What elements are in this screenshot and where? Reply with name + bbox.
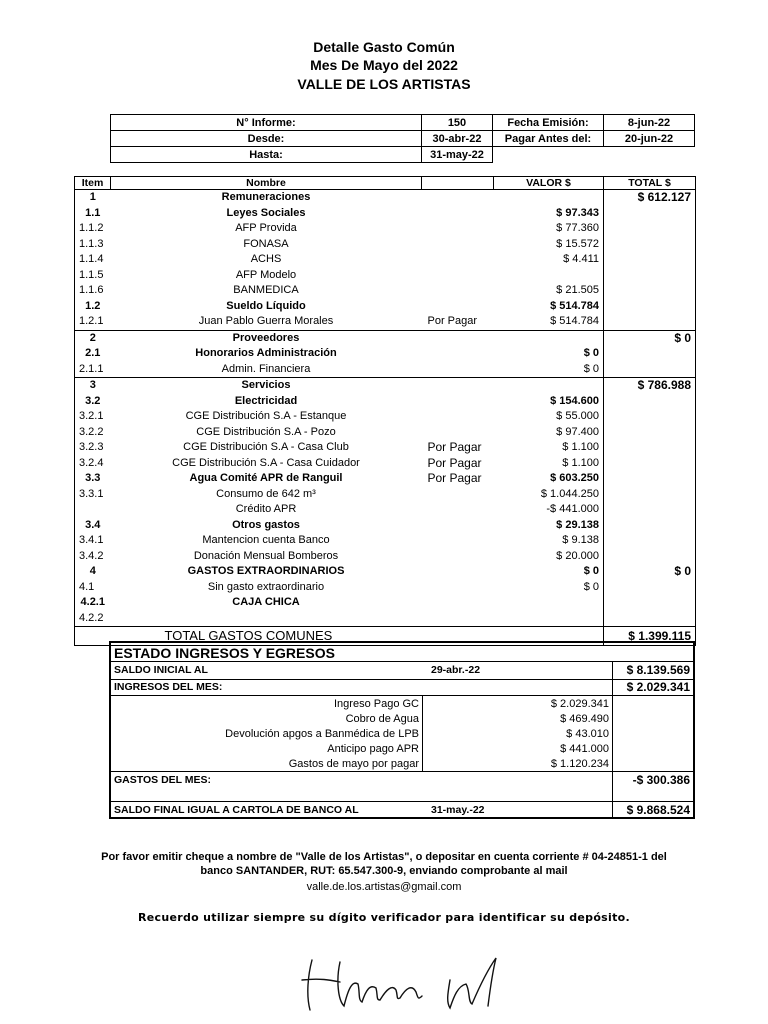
row-valor: $ 603.250 [494, 471, 604, 487]
table-row [75, 611, 696, 627]
ingreso-value: $ 43.010 [566, 728, 609, 740]
row-nombre: Remuneraciones [111, 190, 422, 206]
saldo-final-row [111, 803, 693, 818]
row-total [604, 471, 696, 487]
row-item: 3.4.1 [75, 533, 111, 549]
expenses-body [75, 190, 696, 627]
row-item: 3.3.1 [75, 487, 111, 503]
hasta-label: Hasta: [111, 147, 422, 163]
expenses-table [74, 176, 696, 646]
row-item: 3.2.3 [75, 440, 111, 456]
row-total [604, 502, 696, 518]
table-row [75, 190, 696, 206]
saldo-final-value: $ 9.868.524 [626, 803, 690, 817]
row-estado [422, 409, 494, 425]
community-name: VALLE DE LOS ARTISTAS [297, 76, 471, 92]
row-total: $ 612.127 [604, 190, 696, 206]
saldo-inicial-value: $ 8.139.569 [626, 663, 690, 677]
row-valor: $ 154.600 [494, 394, 604, 410]
row-item: 1.1.4 [75, 252, 111, 268]
row-valor: $ 0 [494, 346, 604, 362]
row-total [604, 299, 696, 315]
table-row [75, 314, 696, 330]
row-item: 4.1 [75, 580, 111, 596]
row-item: 1 [75, 190, 111, 206]
informe-value: 150 [422, 115, 493, 131]
row-estado [422, 299, 494, 315]
table-row [75, 206, 696, 222]
row-nombre: Admin. Financiera [221, 362, 311, 375]
row-valor: -$ 441.000 [494, 502, 604, 518]
gastos-label: GASTOS DEL MES: [114, 774, 212, 786]
row-total [604, 549, 696, 565]
table-row [75, 252, 696, 268]
row-item: 1.1.2 [75, 221, 111, 237]
pagar-antes-label: Pagar Antes del: [493, 131, 604, 147]
row-item: 3.3 [75, 471, 111, 487]
row-nombre: Servicios [111, 378, 422, 394]
row-nombre: AFP Provida [235, 222, 297, 235]
table-row [75, 518, 696, 534]
row-total: $ 0 [604, 330, 696, 346]
ingreso-label: Devolución apgos a Banmédica de LPB [225, 728, 419, 740]
row-total [604, 237, 696, 253]
row-estado: Por Pagar [427, 455, 482, 470]
row-item: 4.2.2 [75, 611, 111, 627]
fecha-emision-label: Fecha Emisión: [493, 115, 604, 131]
row-estado [422, 564, 494, 580]
table-row [75, 394, 696, 410]
total-gastos-label: TOTAL GASTOS COMUNES [111, 627, 494, 646]
header-total: TOTAL $ [604, 177, 696, 190]
table-row [75, 378, 696, 394]
row-nombre: BANMEDICA [233, 284, 299, 297]
row-nombre: Mantencion cuenta Banco [202, 534, 330, 547]
row-total [604, 487, 696, 503]
row-nombre: CGE Distribución S.A - Pozo [196, 425, 336, 438]
row-item: 3.2 [75, 394, 111, 410]
row-nombre: CGE Distribución S.A - Casa Club [183, 441, 349, 454]
row-nombre: ACHS [250, 253, 282, 266]
table-row [75, 409, 696, 425]
contact-email: valle.de.los.artistas@gmail.com [306, 881, 462, 893]
row-total [604, 314, 696, 330]
row-total [604, 409, 696, 425]
ingreso-label: Ingreso Pago GC [334, 698, 419, 710]
hasta-value: 31-may-22 [422, 147, 493, 163]
row-nombre: AFP Modelo [235, 268, 297, 281]
ingreso-label: Cobro de Agua [345, 713, 419, 725]
row-item: 1.1.6 [75, 283, 111, 299]
row-item: 3.4 [75, 518, 111, 534]
row-estado [422, 595, 494, 611]
ingresos-label: INGRESOS DEL MES: [114, 681, 223, 693]
row-nombre: Honorarios Administración [195, 347, 337, 360]
row-estado: Por Pagar [427, 471, 482, 486]
row-valor: $ 4.411 [494, 252, 604, 268]
row-nombre: Juan Pablo Guerra Morales [198, 315, 334, 328]
row-item: 2.1.1 [75, 362, 111, 378]
table-row [75, 502, 696, 518]
row-total [604, 580, 696, 596]
payment-instructions: Por favor emitir cheque a nombre de "Valle de los Artistas", o depositar en cuenta corriente # 04-24851-1 del [101, 851, 667, 863]
row-nombre: Proveedores [111, 330, 422, 346]
row-estado [422, 502, 494, 518]
row-total [604, 346, 696, 362]
saldo-inicial-date: 29-abr.-22 [431, 664, 481, 676]
row-estado [422, 549, 494, 565]
row-valor: $ 0 [494, 362, 604, 378]
row-valor: $ 0 [494, 564, 604, 580]
row-valor: $ 0 [494, 580, 604, 596]
row-nombre: Electricidad [234, 394, 298, 407]
row-item [75, 502, 111, 518]
header-valor: VALOR $ [494, 177, 604, 190]
saldo-final-date: 31-may.-22 [431, 804, 485, 816]
row-valor [494, 378, 604, 394]
row-total [604, 252, 696, 268]
row-estado [422, 237, 494, 253]
row-total: $ 786.988 [604, 378, 696, 394]
document-title: Detalle Gasto Común [313, 39, 455, 55]
pagar-antes-value: 20-jun-22 [604, 131, 695, 147]
row-valor [494, 190, 604, 206]
row-item: 3 [75, 378, 111, 394]
header-item: Item [75, 177, 111, 190]
row-item: 2 [75, 330, 111, 346]
table-row [75, 268, 696, 284]
row-nombre: CGE Distribución S.A - Estanque [185, 410, 347, 423]
table-row [75, 549, 696, 565]
row-item: 3.2.1 [75, 409, 111, 425]
table-row [75, 237, 696, 253]
table-row [75, 440, 696, 456]
estado-title: ESTADO INGRESOS Y EGRESOS [114, 645, 335, 661]
row-total [604, 394, 696, 410]
row-valor [494, 268, 604, 284]
desde-label: Desde: [111, 131, 422, 147]
row-valor: $ 514.784 [494, 299, 604, 315]
row-estado: Por Pagar [427, 315, 478, 328]
signature-image [300, 950, 510, 1020]
row-valor: $ 29.138 [494, 518, 604, 534]
row-estado [422, 252, 494, 268]
table-row [75, 346, 696, 362]
table-row [75, 580, 696, 596]
ingreso-item [111, 727, 419, 742]
row-valor [494, 330, 604, 346]
row-valor: $ 97.400 [494, 425, 604, 441]
row-total [604, 595, 696, 611]
row-nombre: Sin gasto extraordinario [207, 580, 325, 593]
ingresos-value: $ 2.029.341 [626, 680, 690, 694]
row-item: 4.2.1 [75, 595, 111, 611]
table-row [75, 425, 696, 441]
row-total [604, 456, 696, 472]
ingresos-row [111, 680, 693, 695]
desde-value: 30-abr-22 [422, 131, 493, 147]
row-total [604, 362, 696, 378]
row-nombre: Sueldo Líquido [226, 299, 306, 312]
payment-instructions-2: banco SANTANDER, RUT: 65.547.300-9, enviando comprobante al mail [200, 865, 568, 877]
row-valor: $ 77.360 [494, 221, 604, 237]
header-blank [422, 177, 494, 190]
row-nombre: CAJA CHICA [232, 596, 300, 609]
ingreso-label: Anticipo pago APR [327, 743, 419, 755]
table-row [75, 362, 696, 378]
row-item: 1.1.5 [75, 268, 111, 284]
row-total [604, 518, 696, 534]
row-item: 1.2 [75, 299, 111, 315]
row-valor: $ 15.572 [494, 237, 604, 253]
reminder-text: Recuerdo utilizar siempre su dígito verificador para identificar su depósito. [138, 911, 630, 924]
row-estado [422, 611, 494, 627]
row-estado [422, 533, 494, 549]
row-nombre: Consumo de 642 m³ [216, 487, 316, 500]
row-total [604, 425, 696, 441]
row-total: $ 0 [604, 564, 696, 580]
ingreso-label: Gastos de mayo por pagar [288, 758, 419, 770]
row-valor: $ 55.000 [494, 409, 604, 425]
row-estado [422, 518, 494, 534]
row-item: 3.4.2 [75, 549, 111, 565]
header-nombre: Nombre [111, 177, 422, 190]
row-total [604, 611, 696, 627]
row-nombre: CGE Distribución S.A - Casa Cuidador [172, 456, 360, 469]
row-total [604, 533, 696, 549]
gastos-row [111, 773, 693, 788]
ingreso-item [111, 712, 419, 727]
row-item: 4 [75, 564, 111, 580]
row-valor: $ 20.000 [494, 549, 604, 565]
saldo-inicial-row [111, 663, 693, 678]
row-nombre: FONASA [243, 237, 289, 250]
table-row [75, 595, 696, 611]
row-estado [422, 362, 494, 378]
row-estado [422, 268, 494, 284]
ingreso-item [111, 742, 419, 757]
row-item: 2.1 [75, 346, 111, 362]
ingreso-item [111, 697, 419, 712]
table-row [75, 330, 696, 346]
ingreso-value: $ 469.490 [560, 713, 609, 725]
row-estado: Por Pagar [427, 440, 482, 455]
row-nombre: GASTOS EXTRAORDINARIOS [187, 565, 345, 578]
row-estado [422, 283, 494, 299]
row-estado [422, 487, 494, 503]
row-valor: $ 514.784 [494, 314, 604, 330]
table-row [75, 221, 696, 237]
table-row [75, 564, 696, 580]
row-estado [422, 394, 494, 410]
row-valor: $ 1.100 [494, 440, 604, 456]
fecha-emision-value: 8-jun-22 [604, 115, 695, 131]
row-valor: $ 1.100 [494, 456, 604, 472]
row-estado [422, 190, 494, 206]
table-row [75, 487, 696, 503]
row-total [604, 283, 696, 299]
info-table [110, 114, 695, 163]
row-estado [422, 330, 494, 346]
row-item: 3.2.2 [75, 425, 111, 441]
informe-label: N° Informe: [111, 115, 422, 131]
row-item: 3.2.4 [75, 456, 111, 472]
total-gastos-value: $ 1.399.115 [604, 627, 696, 646]
row-item: 1.2.1 [75, 314, 111, 330]
row-nombre: Donación Mensual Bomberos [193, 549, 339, 562]
row-nombre: Crédito APR [235, 503, 297, 516]
row-valor: $ 21.505 [494, 283, 604, 299]
saldo-inicial-label: SALDO INICIAL AL [114, 664, 208, 676]
estado-ingresos-egresos [109, 641, 695, 819]
row-estado [422, 206, 494, 222]
row-estado [422, 378, 494, 394]
row-valor [494, 595, 604, 611]
ingreso-value: $ 2.029.341 [550, 698, 609, 710]
row-total [604, 221, 696, 237]
row-valor: $ 97.343 [494, 206, 604, 222]
row-estado [422, 425, 494, 441]
row-nombre: Agua Comité APR de Ranguil [189, 472, 343, 485]
row-total [604, 440, 696, 456]
ingreso-value: $ 441.000 [560, 743, 609, 755]
ingreso-item [111, 757, 419, 772]
gastos-value: -$ 300.386 [632, 773, 690, 787]
row-nombre [111, 611, 422, 627]
row-total [604, 268, 696, 284]
ingreso-value: $ 1.120.234 [550, 758, 609, 770]
row-estado [422, 580, 494, 596]
row-nombre: Otros gastos [232, 518, 300, 531]
row-valor: $ 1.044.250 [494, 487, 604, 503]
row-item: 1.1 [75, 206, 111, 222]
table-row [75, 533, 696, 549]
table-row [75, 283, 696, 299]
saldo-final-label: SALDO FINAL IGUAL A CARTOLA DE BANCO AL [114, 804, 359, 816]
row-estado [422, 346, 494, 362]
row-valor [494, 611, 604, 627]
document-period: Mes De Mayo del 2022 [310, 57, 458, 73]
table-row [75, 456, 696, 472]
row-nombre: Leyes Sociales [226, 206, 306, 219]
row-total [604, 206, 696, 222]
row-item: 1.1.3 [75, 237, 111, 253]
table-row [75, 299, 696, 315]
row-estado [422, 221, 494, 237]
table-row [75, 471, 696, 487]
row-valor: $ 9.138 [494, 533, 604, 549]
